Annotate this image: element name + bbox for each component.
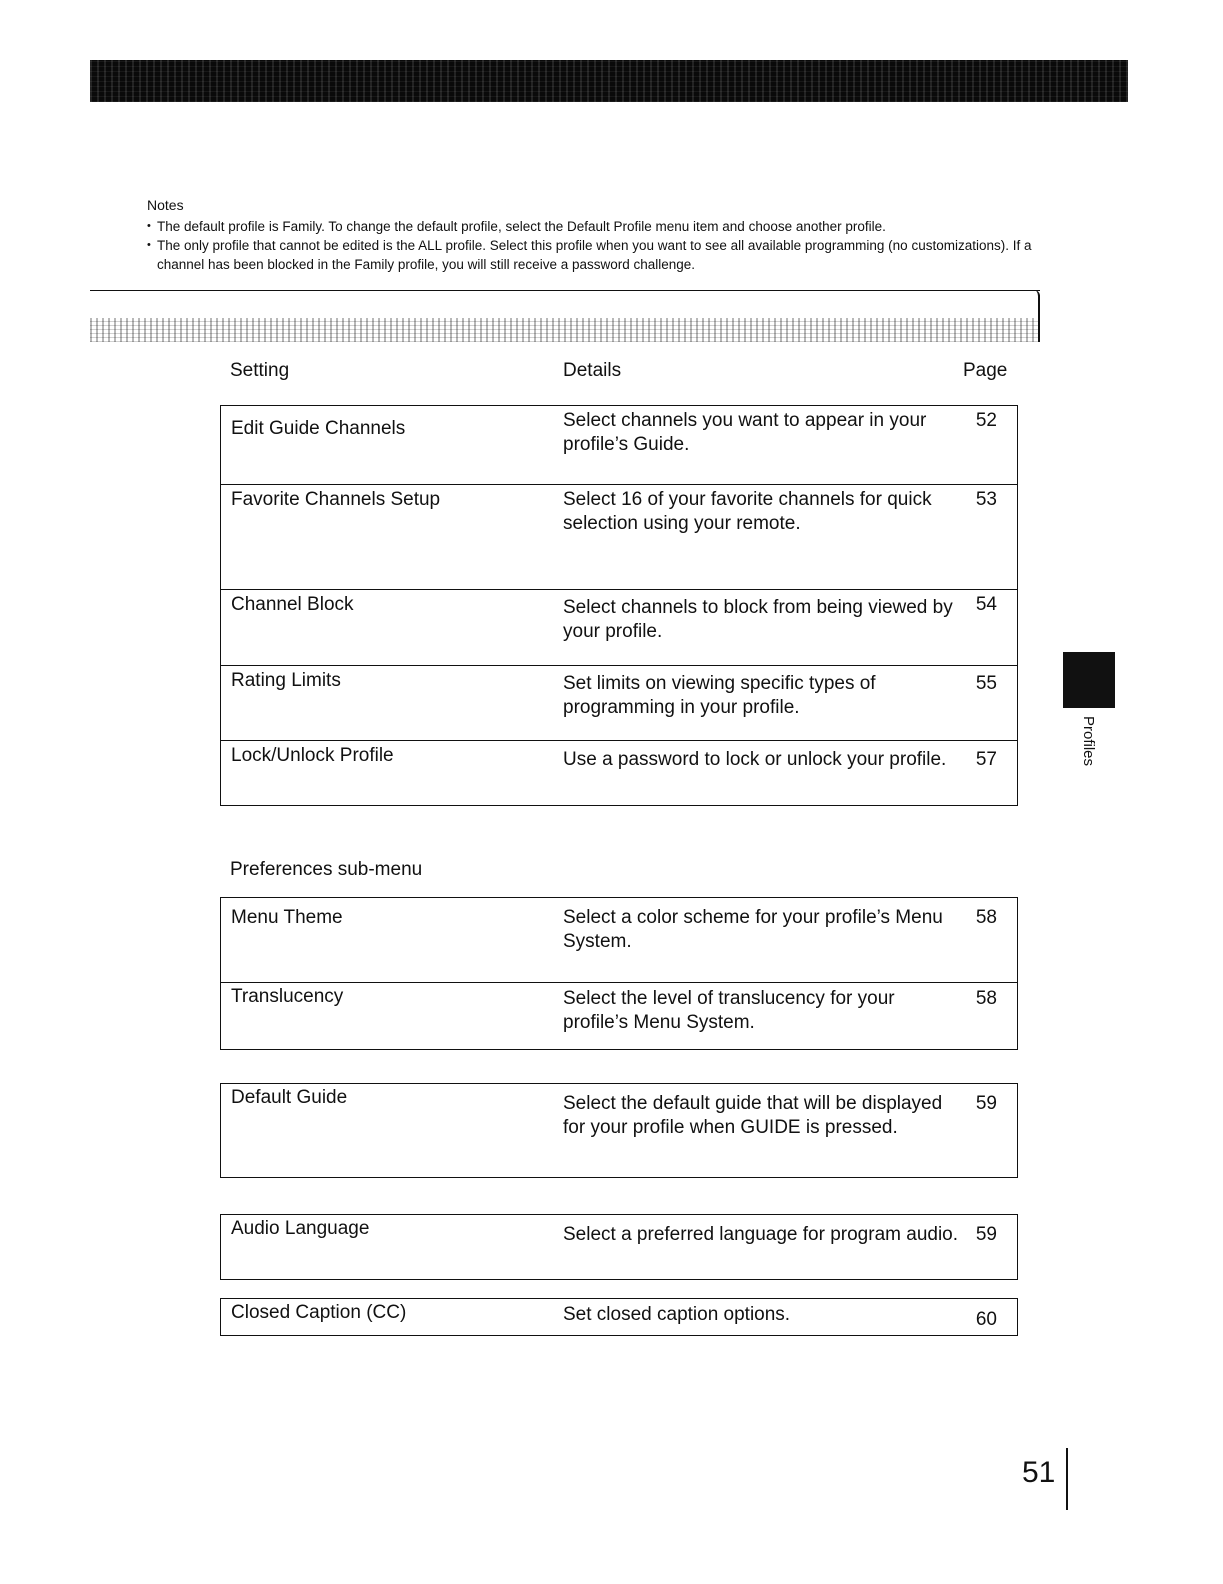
table-row	[221, 1299, 1017, 1334]
row-page: 55	[975, 673, 997, 694]
row-setting: Favorite Channels Setup	[231, 489, 441, 510]
row-page: 60	[975, 1309, 997, 1330]
row-setting: Closed Caption (CC)	[231, 1302, 407, 1323]
row-details: Set closed caption options.	[563, 1304, 791, 1325]
top-banner	[90, 60, 1128, 102]
row-setting: Channel Block	[231, 594, 354, 615]
row-setting: Default Guide	[231, 1087, 348, 1108]
row-setting: Lock/Unlock Profile	[231, 745, 394, 766]
table-row	[221, 1215, 1017, 1278]
row-details: Select the level of translucency for your profile’s Menu System.	[563, 988, 895, 1033]
closed-caption-table	[220, 1298, 1018, 1336]
row-page: 57	[975, 749, 997, 770]
table-row	[221, 982, 1017, 1049]
notes-block	[147, 196, 1047, 274]
row-page: 59	[975, 1093, 997, 1114]
notes-heading: Notes	[147, 197, 184, 213]
column-header-page: Page	[963, 360, 1008, 381]
row-details: Use a password to lock or unlock your profile.	[563, 749, 947, 770]
row-page: 58	[975, 988, 997, 1009]
table-row	[221, 1084, 1017, 1176]
section-rule	[90, 290, 1040, 291]
chapter-tab	[1063, 652, 1115, 708]
audio-language-table	[220, 1214, 1018, 1280]
table-row	[221, 665, 1017, 740]
row-details: Select a preferred language for program audio.	[563, 1224, 959, 1245]
row-page: 59	[975, 1224, 997, 1245]
row-page: 58	[975, 907, 997, 928]
chapter-label: Profiles	[1080, 716, 1097, 767]
page-number-rule	[1066, 1448, 1068, 1510]
row-details: Set limits on viewing specific types of programming in your profile.	[563, 673, 876, 718]
preferences-table	[220, 897, 1018, 1050]
table-row	[221, 589, 1017, 665]
preferences-title: Preferences sub-menu	[230, 859, 423, 880]
note-item: • The only profile that cannot be edited is the ALL profile. Select this profile when you want to see all available programming (no customizations). If a channel has been blocked in the Family profile, you will still receive a password challenge.	[147, 236, 1047, 274]
row-details: Select channels you want to appear in your profile’s Guide.	[563, 410, 927, 455]
row-setting: Translucency	[231, 986, 344, 1007]
table-row	[221, 406, 1017, 484]
section-header-bar	[90, 318, 1038, 342]
row-page: 53	[975, 489, 997, 510]
row-page: 52	[975, 410, 997, 431]
notes-list	[147, 217, 1047, 274]
row-setting: Edit Guide Channels	[231, 418, 406, 439]
row-page: 54	[975, 594, 997, 615]
row-setting: Menu Theme	[231, 907, 343, 928]
column-header-details: Details	[563, 360, 622, 381]
row-details: Select 16 of your favorite channels for quick selection using your remote.	[563, 489, 932, 534]
row-setting: Rating Limits	[231, 670, 341, 691]
row-details: Select channels to block from being viewed by your profile.	[563, 597, 953, 642]
settings-table	[220, 405, 1018, 806]
page-number: 51	[1022, 1456, 1056, 1489]
default-guide-table	[220, 1083, 1018, 1178]
table-row	[221, 740, 1017, 805]
column-header-setting: Setting	[230, 360, 290, 381]
note-item: • The default profile is Family. To change the default profile, select the Default Profile menu item and choose another profile.	[147, 217, 1047, 236]
table-row	[221, 898, 1017, 982]
table-row	[221, 484, 1017, 589]
row-setting: Audio Language	[231, 1218, 370, 1239]
row-details: Select a color scheme for your profile’s Menu System.	[563, 907, 943, 952]
row-details: Select the default guide that will be displayed for your profile when GUIDE is pressed.	[563, 1093, 943, 1138]
